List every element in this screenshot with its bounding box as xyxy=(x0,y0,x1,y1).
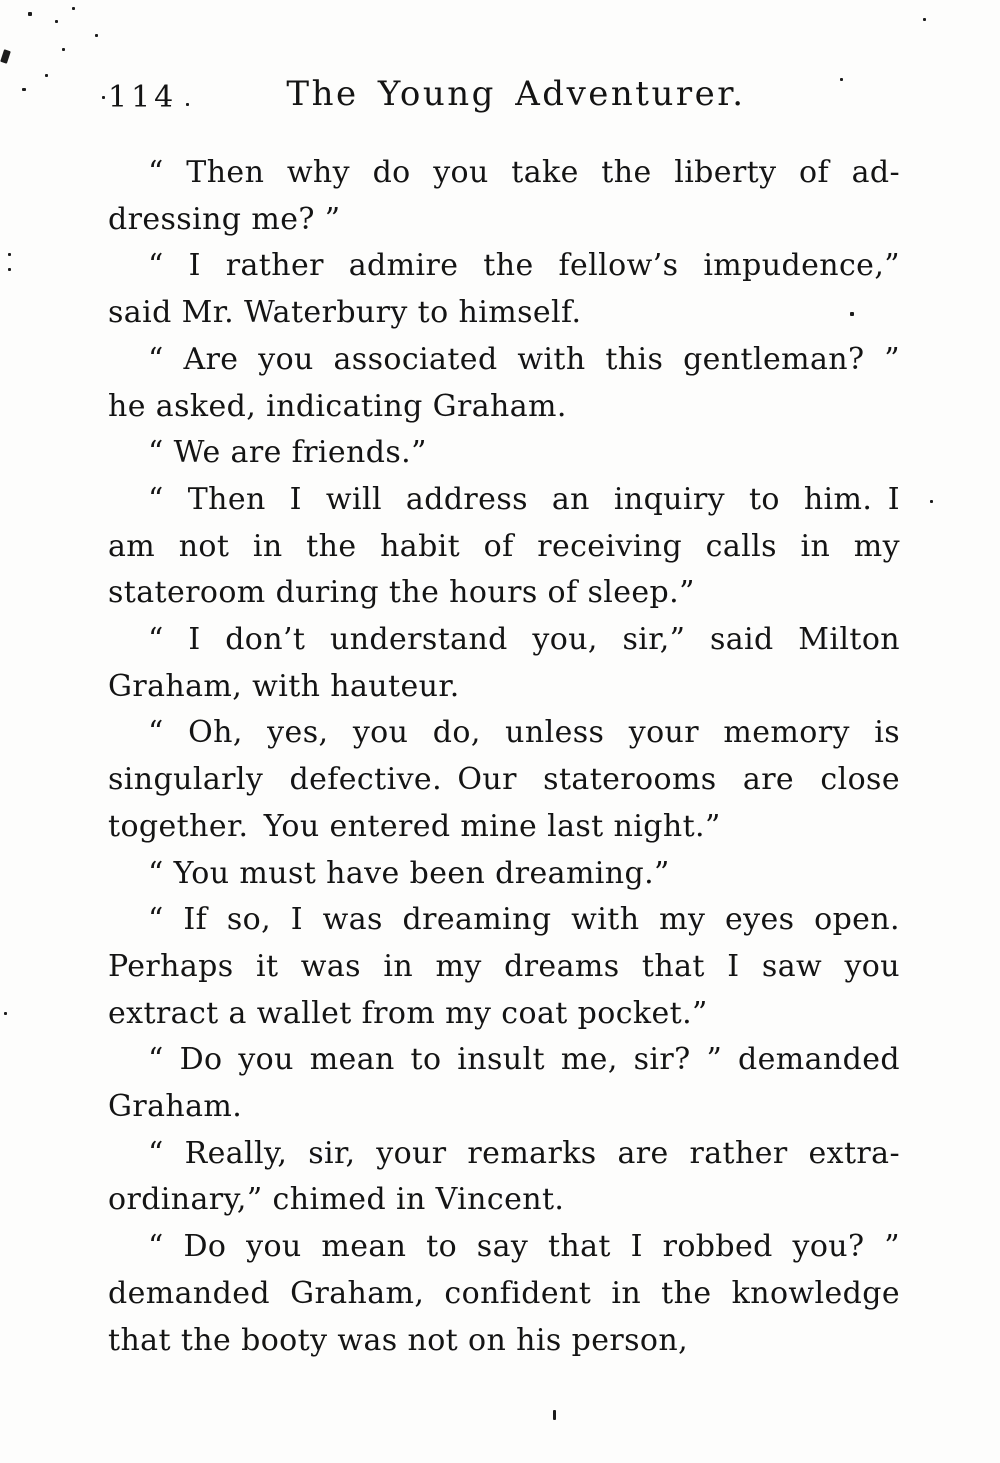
paragraph xyxy=(108,617,900,710)
scan-speckle xyxy=(72,7,75,10)
scan-speckle xyxy=(4,1012,7,1015)
scan-speckle xyxy=(850,312,854,316)
text-line: “ I rather admire the fellow’s impudence,” xyxy=(148,248,900,284)
text-line: stateroom during the hours of sleep.” xyxy=(108,575,695,611)
scan-speckle xyxy=(102,96,105,99)
text-line: singularly defective. Our staterooms are close xyxy=(108,762,900,798)
text-line: that the booty was not on his person, xyxy=(108,1322,689,1358)
scan-speckle xyxy=(8,253,11,256)
running-title: The Young Adventurer. xyxy=(286,74,746,114)
scan-speckle xyxy=(840,78,843,81)
text-line: “ You must have been dreaming.” xyxy=(148,855,670,891)
text-line: “ Really, sir, your remarks are rather extra- xyxy=(148,1135,900,1171)
scan-speckle xyxy=(8,268,11,271)
text-line: “ Are you associated with this gentleman? ” xyxy=(148,341,900,377)
scan-speckle xyxy=(186,103,189,106)
text-line: demanded Graham, confident in the knowledge xyxy=(108,1275,900,1311)
paragraph xyxy=(108,477,900,617)
text-line: “ Do you mean to insult me, sir? ” demanded xyxy=(148,1042,900,1078)
text-line: “ Then I will address an inquiry to him. I xyxy=(148,481,900,517)
paragraph xyxy=(108,897,900,1037)
paragraph xyxy=(108,1037,900,1130)
text-line: “ We are friends.” xyxy=(148,435,427,471)
text-line: Graham, with hauteur. xyxy=(108,668,460,704)
text-line: together. You entered mine last night.” xyxy=(108,808,721,844)
text-line: said Mr. Waterbury to himself. xyxy=(108,295,582,331)
page-header xyxy=(108,74,900,122)
text-line: am not in the habit of receiving calls in my xyxy=(108,528,900,564)
scan-speckle xyxy=(930,500,933,503)
scan-speckle xyxy=(95,34,98,37)
paragraph xyxy=(108,337,900,430)
scan-speckle xyxy=(553,1410,556,1420)
scan-speckle xyxy=(55,20,58,23)
scan-speckle xyxy=(22,88,26,91)
text-line: he asked, indicating Graham. xyxy=(108,388,567,424)
text-line: dressing me? ” xyxy=(108,201,341,237)
text-line: Graham. xyxy=(108,1089,243,1125)
scan-speckle xyxy=(62,48,65,51)
paragraph xyxy=(108,851,900,898)
paragraph xyxy=(108,150,900,243)
text-line: “ I don’t understand you, sir,” said Milton xyxy=(148,622,900,658)
paragraph xyxy=(108,430,900,477)
text-line: ordinary,” chimed in Vincent. xyxy=(108,1182,565,1218)
text-line: “ Then why do you take the liberty of ad- xyxy=(148,155,900,190)
text-line: “ Do you mean to say that I robbed you? ” xyxy=(148,1229,900,1265)
paragraph xyxy=(108,243,900,336)
scan-speckle xyxy=(0,49,11,64)
paragraph xyxy=(108,1131,900,1224)
page-body xyxy=(108,150,900,1364)
text-line: “ If so, I was dreaming with my eyes open. xyxy=(148,902,900,938)
scan-speckle xyxy=(923,18,926,21)
page-number: 114 xyxy=(108,80,178,115)
text-line: Perhaps it was in my dreams that I saw you xyxy=(108,948,900,984)
scan-speckle xyxy=(28,12,32,16)
text-line: “ Oh, yes, you do, unless your memory is xyxy=(148,715,900,751)
text-line: extract a wallet from my coat pocket.” xyxy=(108,995,708,1031)
scan-speckle xyxy=(45,74,48,77)
paragraph xyxy=(108,1224,900,1364)
paragraph xyxy=(108,710,900,850)
